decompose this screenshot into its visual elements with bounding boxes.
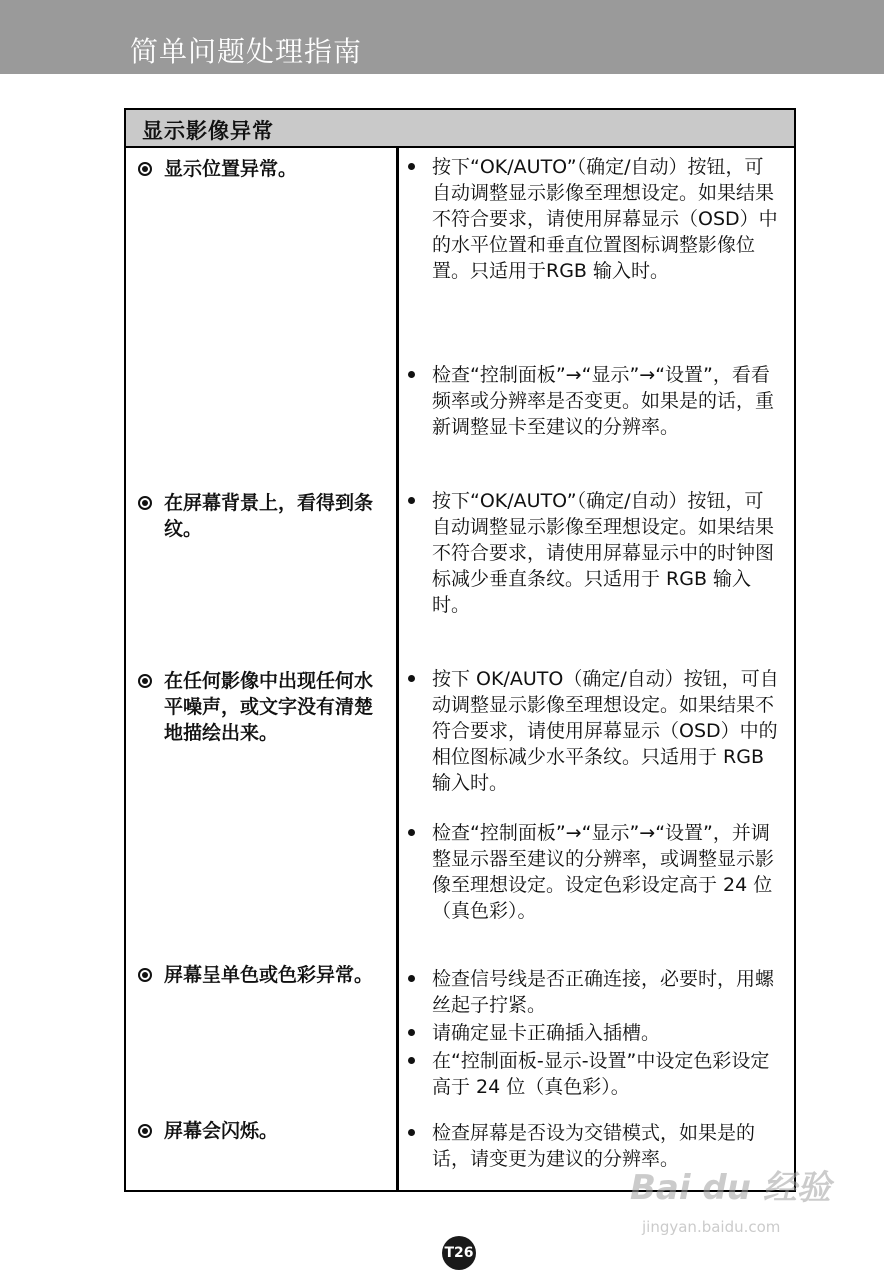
problem-text: 在任何影像中出现任何水平噪声，或文字没有清楚地描绘出来。 — [164, 670, 374, 744]
dot-bullet-icon — [408, 1029, 415, 1036]
solution-item — [408, 1048, 782, 1100]
solution-text: 按下“OK/AUTO”（确定/自动）按钮，可自动调整显示影像至理想设定。如果结果不符合要求，请使用屏幕显示（OSD）中的水平位置和垂直位置图标调整影像位置。只适用于RGB 输入时。 — [432, 156, 778, 282]
column-divider — [396, 148, 399, 1192]
watermark-url: jingyan.baidu.com — [642, 1218, 781, 1236]
solution-item — [408, 1020, 782, 1046]
problem-item — [134, 1118, 386, 1144]
solution-item — [408, 666, 782, 796]
problem-item — [134, 156, 386, 182]
solution-text: 检查屏幕是否设为交错模式，如果是的话，请变更为建议的分辨率。 — [432, 1122, 756, 1170]
problem-text: 显示位置异常。 — [164, 158, 298, 180]
solution-item — [408, 362, 782, 440]
circle-bullet-icon — [138, 496, 152, 510]
dot-bullet-icon — [408, 975, 415, 982]
solution-text: 检查“控制面板”→“显示”→“设置”，看看频率或分辨率是否变更。如果是的话，重新调整显卡至建议的分辨率。 — [432, 364, 775, 438]
solution-item — [408, 966, 782, 1018]
circle-bullet-icon — [138, 968, 152, 982]
solution-text: 在“控制面板-显示-设置”中设定色彩设定高于 24 位（真色彩）。 — [432, 1050, 770, 1098]
watermark-logo: Bai du 经验 — [630, 1168, 831, 1208]
dot-bullet-icon — [408, 1129, 415, 1136]
dot-bullet-icon — [408, 497, 415, 504]
page-number: T26 — [442, 1236, 476, 1270]
solution-item — [408, 154, 782, 284]
solution-text: 检查信号线是否正确连接，必要时，用螺丝起子拧紧。 — [432, 968, 775, 1016]
dot-bullet-icon — [408, 1057, 415, 1064]
dot-bullet-icon — [408, 829, 415, 836]
problem-item — [134, 962, 386, 988]
problem-text: 屏幕呈单色或色彩异常。 — [164, 964, 374, 986]
baidu-watermark — [630, 1160, 840, 1250]
solution-item — [408, 488, 782, 618]
dot-bullet-icon — [408, 371, 415, 378]
dot-bullet-icon — [408, 163, 415, 170]
circle-bullet-icon — [138, 1124, 152, 1138]
circle-bullet-icon — [138, 674, 152, 688]
problem-text: 屏幕会闪烁。 — [164, 1120, 279, 1142]
solution-text: 按下“OK/AUTO”（确定/自动）按钮，可自动调整显示影像至理想设定。如果结果不符合要求，请使用屏幕显示中的时钟图标减少垂直条纹。只适用于 RGB 输入时。 — [432, 490, 775, 616]
troubleshooting-table — [124, 108, 796, 1192]
solution-text: 请确定显卡正确插入插槽。 — [432, 1022, 661, 1044]
circle-bullet-icon — [138, 162, 152, 176]
page-header-title: 简单问题处理指南 — [130, 35, 363, 68]
solution-text: 按下 OK/AUTO（确定/自动）按钮，可自动调整显示影像至理想设定。如果结果不符合要求，请使用屏幕显示（OSD）中的相位图标减少水平条纹。只适用于 RGB 输入时。 — [432, 668, 779, 794]
solution-text: 检查“控制面板”→“显示”→“设置”，并调整显示器至建议的分辨率，或调整显示影像至理想设定。设定色彩设定高于 24 位（真色彩）。 — [432, 822, 775, 922]
header-bar — [0, 0, 884, 74]
problem-text: 在屏幕背景上，看得到条纹。 — [164, 492, 374, 540]
section-title: 显示影像异常 — [142, 119, 274, 143]
problem-item — [134, 490, 386, 542]
problem-item — [134, 668, 386, 746]
solution-item — [408, 820, 782, 924]
section-header — [126, 110, 794, 148]
dot-bullet-icon — [408, 675, 415, 682]
